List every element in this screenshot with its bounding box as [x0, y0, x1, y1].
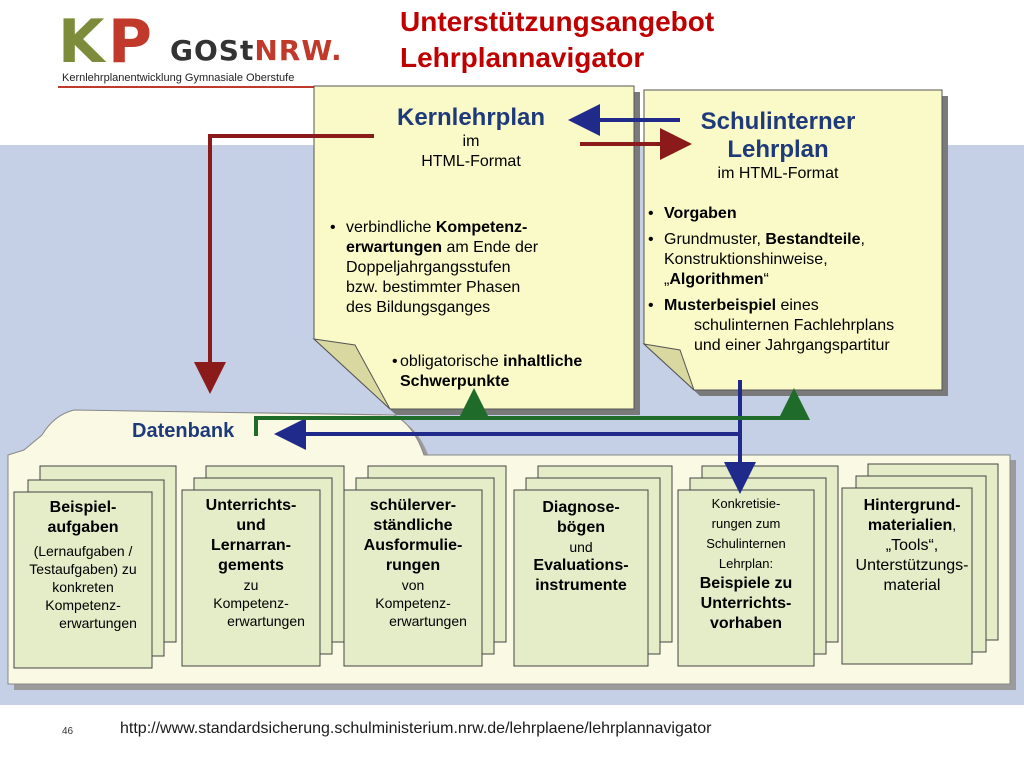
page-number: 46: [62, 726, 74, 737]
page-title-line2: Lehrplannavigator: [400, 42, 645, 73]
card1-b2: aufgaben: [47, 519, 119, 536]
card3-b4: rungen: [385, 557, 441, 574]
schulintern-heading-1: Schulinterner: [700, 108, 856, 135]
card6-n1: „Tools“,: [885, 537, 939, 554]
card3-b2: ständliche: [373, 517, 453, 534]
card-diagnoseboegen: [514, 498, 648, 596]
card1-n1: (Lernaufgaben /: [33, 543, 133, 559]
card-beispielaufgaben: [14, 498, 152, 632]
card1-n5: erwartungen: [59, 615, 137, 631]
card6-n2: Unterstützungs-: [855, 557, 969, 574]
card6-n3: material: [883, 577, 941, 594]
si-item2-post: ,: [860, 231, 865, 248]
kernlehrplan-bullet-2-item: [388, 352, 634, 392]
logo-gost-text: GOSt: [170, 34, 255, 67]
kernlehrplan-heading: Kernlehrplan: [396, 104, 546, 131]
si-item3-bold: Musterbeispiel: [664, 297, 777, 314]
si-item2-line3post: “: [763, 271, 769, 288]
card4-n1: und: [569, 539, 593, 555]
card2-b2: und: [236, 517, 266, 534]
kb2-pre: obligatorische: [400, 353, 504, 370]
logo-subtitle: Kernlehrplanentwicklung Gymnasiale Oberstufe: [62, 72, 295, 84]
card-unterrichtsarrangements: [182, 496, 320, 630]
si-item1: Vorgaben: [664, 205, 737, 222]
card5-b2: Unterrichts-: [700, 595, 792, 612]
card5-n3: Schulinternen: [706, 536, 786, 551]
logo-nrw-text: NRW.: [254, 34, 343, 67]
logo-letter-p: P: [108, 7, 152, 77]
si-item2-pre: Grundmuster,: [664, 231, 766, 248]
card3-n3: erwartungen: [389, 613, 467, 629]
kb1-bold2: erwartungen: [346, 239, 443, 256]
si-item3-line2: schulinternen Fachlehrplans: [694, 317, 895, 334]
card2-b3: Lernarran-: [210, 537, 292, 554]
card5-n2: rungen zum: [711, 516, 781, 531]
schulintern-item-2: [644, 230, 944, 290]
card3-n2: Kompetenz-: [375, 595, 451, 611]
card6-b2: materialien: [867, 517, 953, 534]
card1-b1: Beispiel-: [49, 499, 117, 516]
card2-n2: Kompetenz-: [213, 595, 289, 611]
schulintern-sub: im HTML-Format: [717, 165, 839, 182]
kb1-rest3: bzw. bestimmter Phasen: [346, 279, 521, 296]
kernlehrplan-sub1: im: [462, 133, 480, 150]
card6-b2post: ,: [952, 517, 957, 533]
card3-n1: von: [401, 577, 425, 593]
card5-b3: vorhaben: [709, 615, 782, 632]
card5-b1: Beispiele zu: [699, 575, 793, 592]
card1-n2: Testaufgaben) zu: [29, 561, 137, 577]
card-ausformulierungen: [344, 496, 482, 630]
card4-b2: bögen: [557, 519, 605, 536]
si-item2-line2: Konstruktionshinweise,: [664, 251, 828, 268]
card5-n1: Konkretisie-: [711, 496, 781, 511]
si-item2-bold: Bestandteile: [765, 231, 861, 248]
card4-b4: instrumente: [535, 577, 627, 594]
kb1-rest1: am Ende der: [442, 239, 539, 256]
schulintern-header: [660, 108, 896, 184]
kb2-bold2: Schwerpunkte: [400, 373, 510, 390]
schulintern-list: [644, 204, 944, 358]
kb1-pre: verbindliche: [346, 219, 436, 236]
si-item3-line3: und einer Jahrgangspartitur: [694, 337, 890, 354]
card2-b4: gements: [218, 557, 284, 574]
card1-n4: Kompetenz-: [45, 597, 121, 613]
kernlehrplan-sub2: HTML-Format: [421, 153, 521, 170]
kb1-rest2: Doppeljahrgangsstufen: [346, 259, 511, 276]
kb1-bold1: Kompetenz-: [435, 219, 528, 236]
footer-url-link[interactable]: http://www.standardsicherung.schulministerium.nrw.de/lehrplaene/lehrplannavigator: [120, 720, 712, 737]
card-konkretisierungen: [678, 494, 814, 634]
card4-b1: Diagnose-: [542, 499, 620, 516]
si-item2-line3bold: Algorithmen: [669, 271, 764, 288]
si-item2-line3pre: „: [664, 271, 670, 288]
datenbank-label: Datenbank: [132, 420, 235, 442]
page-title-line1: Unterstützungsangebot: [400, 6, 715, 37]
schulintern-item-3: [644, 296, 944, 356]
kernlehrplan-bullet-1-item: [326, 218, 626, 318]
kernlehrplan-bullet-2: [388, 352, 634, 394]
card2-n1: zu: [243, 577, 259, 593]
logo-letter-k: K: [58, 7, 101, 77]
card3-b3: Ausformulie-: [363, 537, 463, 554]
card4-b3: Evaluations-: [533, 557, 629, 574]
card2-b1: Unterrichts-: [205, 497, 297, 514]
kernlehrplan-header: [340, 104, 602, 172]
kernlehrplan-bullet-1: [326, 218, 626, 320]
card5-n4: Lehrplan:: [718, 556, 774, 571]
kb2-bold1: inhaltliche: [503, 353, 583, 370]
si-item3-post: eines: [776, 297, 819, 314]
card2-n3: erwartungen: [227, 613, 305, 629]
card-hintergrundmaterialien: [842, 496, 982, 596]
schulintern-item-1: [644, 204, 944, 224]
card1-n3: konkreten: [52, 579, 114, 595]
schulintern-heading-2: Lehrplan: [727, 136, 829, 163]
card6-b1: Hintergrund-: [863, 497, 961, 514]
kb1-rest4: des Bildungsganges: [346, 299, 491, 316]
card3-b1: schülerver-: [369, 497, 457, 514]
